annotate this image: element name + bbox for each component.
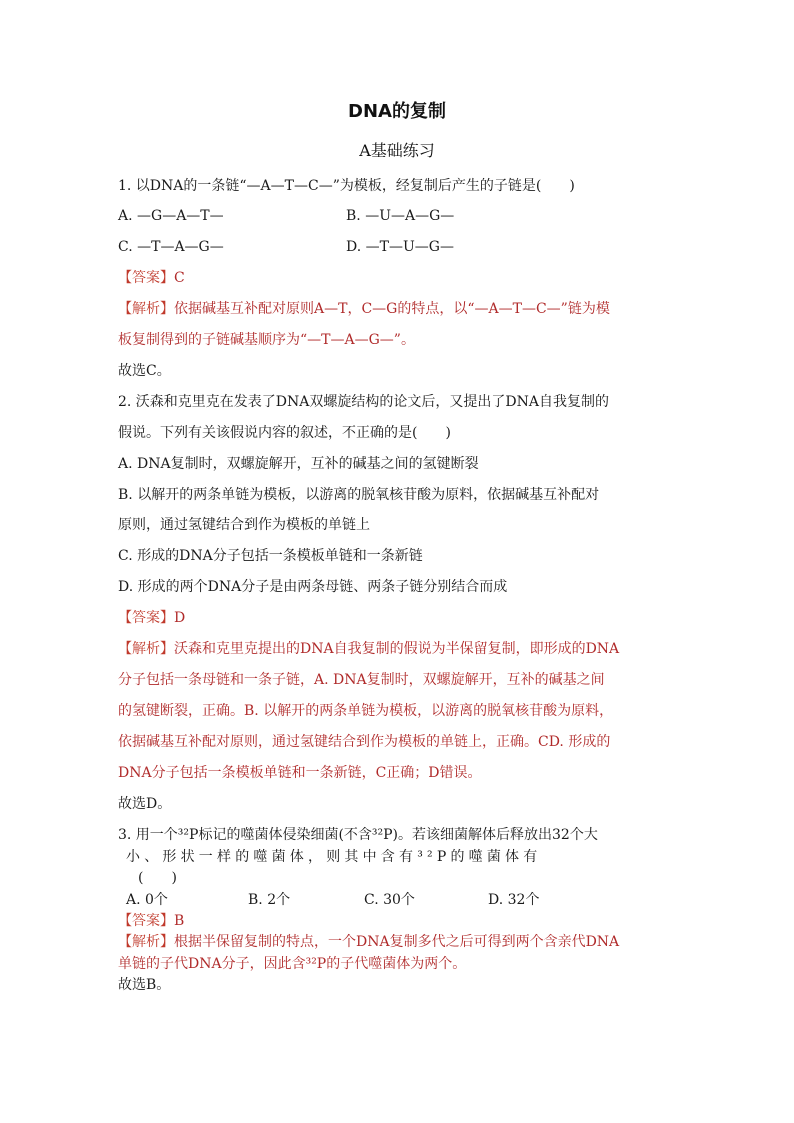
q1-analysis-line-2: 板复制得到的子链碱基顺序为“—T—A—G—”。	[118, 332, 415, 348]
q3-stem-line-2: 小、形状一样的噬菌体，则其中含有³²P的噬菌体有	[126, 849, 542, 865]
q1-stem: 1. 以DNA的一条链“—A—T—C—”为模板，经复制后产生的子链是( )	[118, 178, 575, 194]
q3-option-b: B. 2个	[248, 892, 291, 908]
answer-value: B	[174, 913, 185, 929]
answer-value: D	[174, 610, 186, 626]
q3-stem-line-3: ( )	[138, 870, 177, 886]
q2-stem-line-2: 假说。下列有关该假说内容的叙述，不正确的是( )	[118, 425, 451, 441]
q2-option-b-cont: 原则，通过氢键结合到作为模板的单链上	[118, 517, 370, 533]
analysis-text: 根据半保留复制的特点，一个DNA复制多代之后可得到两个含亲代DNA	[174, 934, 620, 950]
q1-option-a: A. —G—A—T—	[118, 208, 224, 224]
q2-analysis-line-3: 的氢键断裂，正确。B. 以解开的两条单链为模板，以游离的脱氧核苷酸为原料，	[118, 703, 614, 719]
q2-conclusion: 故选D。	[118, 796, 172, 812]
section-heading: A基础练习	[359, 141, 435, 160]
q3-option-c: C. 30个	[364, 892, 415, 908]
q1-option-row-1	[118, 206, 455, 226]
q3-options	[126, 891, 540, 909]
q2-analysis-line-2: 分子包括一条母链和一条子链，A. DNA复制时，双螺旋解开，互补的碱基之间	[118, 672, 605, 688]
q3-stem-line-1: 3. 用一个³²P标记的噬菌体侵染细菌(不含³²P)。若该细菌解体后释放出32个大	[118, 827, 598, 843]
q2-option-a: A. DNA复制时，双螺旋解开，互补的碱基之间的氢键断裂	[118, 456, 479, 472]
answer-tag: 【答案】	[118, 913, 174, 929]
q1-option-c: C. —T—A—G—	[118, 239, 224, 255]
q1-answer	[118, 268, 185, 288]
q1-conclusion: 故选C。	[118, 363, 171, 379]
q2-answer	[118, 608, 185, 628]
analysis-tag: 【解析】	[118, 934, 174, 950]
q2-option-b: B. 以解开的两条单链为模板，以游离的脱氧核苷酸为原料，依据碱基互补配对	[118, 487, 600, 503]
q3-option-d: D. 32个	[488, 892, 540, 908]
analysis-tag: 【解析】	[118, 301, 174, 317]
q1-option-b: B. —U—A—G—	[346, 208, 455, 224]
q3-analysis-line-1	[118, 933, 619, 951]
q1-option-d: D. —T—U—G—	[346, 239, 454, 255]
page-title: DNA的复制	[348, 101, 446, 122]
q2-option-c: C. 形成的DNA分子包括一条模板单链和一条新链	[118, 548, 423, 564]
q2-analysis-line-1	[118, 639, 619, 659]
analysis-tag: 【解析】	[118, 641, 174, 657]
q2-analysis-line-5: DNA分子包括一条模板单链和一条新链，C正确；D错误。	[118, 765, 482, 781]
q3-conclusion: 故选B。	[118, 977, 171, 993]
q2-analysis-line-4: 依据碱基互补配对原则，通过氢键结合到作为模板的单链上，正确。CD. 形成的	[118, 734, 611, 750]
q3-analysis-line-2: 单链的子代DNA分子，因此含³²P的子代噬菌体为两个。	[118, 956, 467, 972]
answer-tag: 【答案】	[118, 610, 174, 626]
q3-option-a: A. 0个	[126, 892, 168, 908]
analysis-text: 依据碱基互补配对原则A—T，C—G的特点，以“—A—T—C—”链为模	[174, 301, 610, 317]
q2-stem-line-1: 2. 沃森和克里克在发表了DNA双螺旋结构的论文后，又提出了DNA自我复制的	[118, 394, 609, 410]
q3-answer	[118, 912, 184, 930]
q1-option-row-2	[118, 237, 454, 257]
q1-analysis-line-1	[118, 299, 610, 319]
q2-option-d: D. 形成的两个DNA分子是由两条母链、两条子链分别结合而成	[118, 579, 508, 595]
answer-tag: 【答案】	[118, 270, 174, 286]
answer-value: C	[174, 270, 185, 286]
analysis-text: 沃森和克里克提出的DNA自我复制的假说为半保留复制，即形成的DNA	[174, 641, 620, 657]
